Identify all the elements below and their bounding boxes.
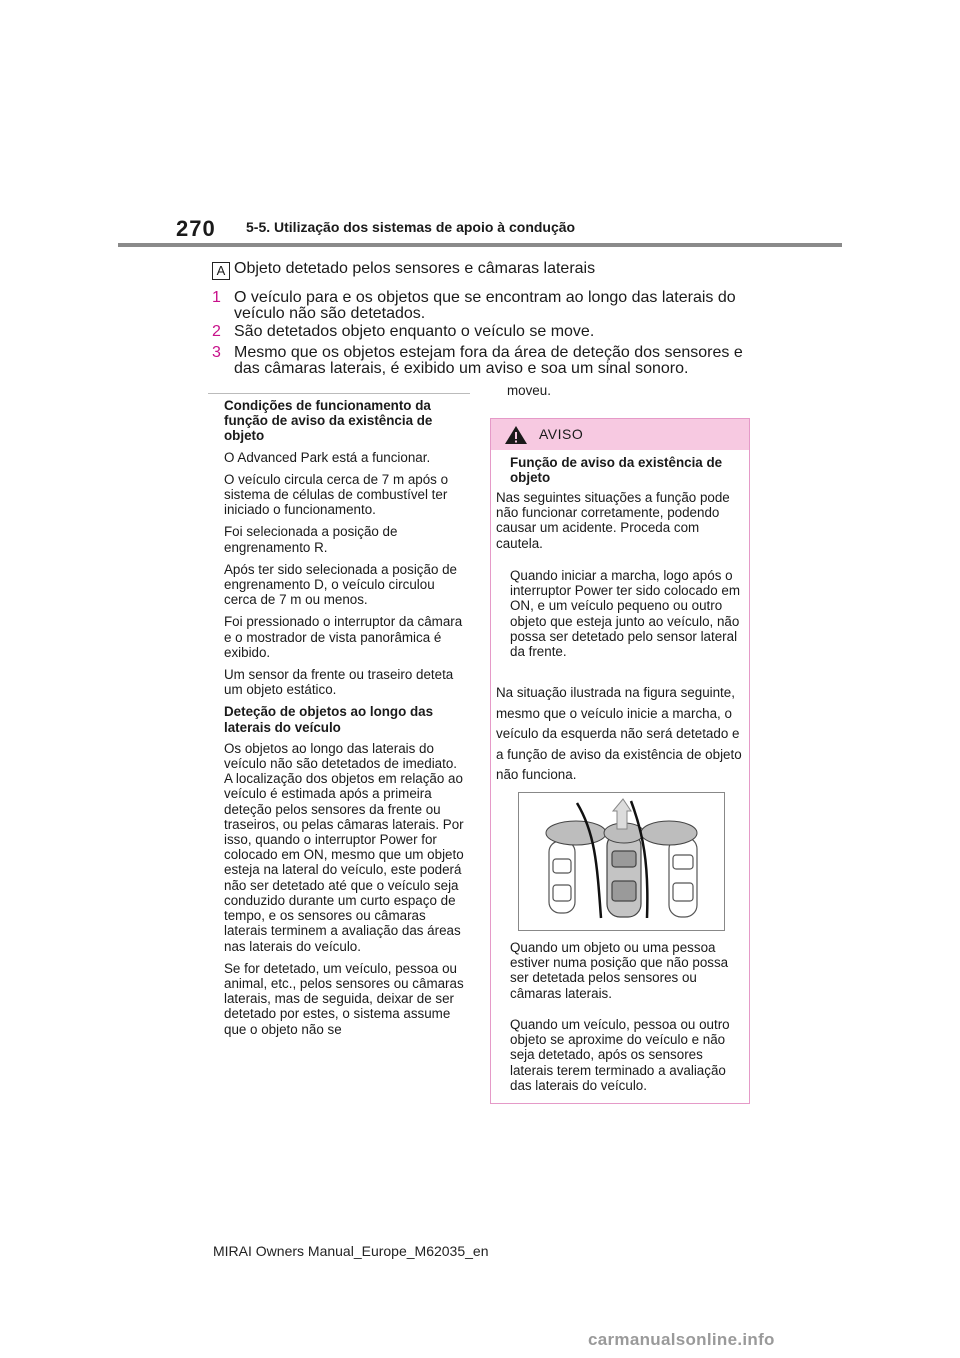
condition-item: Foi pressionado o interruptor da câmara e o mostrador de vista panorâmica é exibido. xyxy=(224,614,463,660)
page-number: 270 xyxy=(176,216,216,241)
warning-label: AVISO xyxy=(539,426,584,442)
warning-paragraph: Nas seguintes situações a função pode não funcionar corretamente, podendo causar um acidente. Proceda com cautela. xyxy=(496,490,730,551)
parking-diagram xyxy=(518,792,725,931)
sensor-area-right xyxy=(641,821,697,845)
column-divider xyxy=(208,393,470,394)
list-item-number: 2 xyxy=(212,323,221,340)
list-item xyxy=(212,324,752,340)
list-item-text: Mesmo que os objetos estejam fora da área de deteção dos sensores e das câmaras laterais, é exibido um aviso e soa um sinal sonoro. xyxy=(234,344,743,377)
detection-paragraph: Se for detetado, um veículo, pessoa ou animal, etc., pelos sensores ou câmaras laterais, mas de seguida, deixar de ser detetado por estes, o sistema assume que o objeto não se xyxy=(224,960,464,1037)
trajectory-line-left xyxy=(577,803,601,918)
warning-triangle-icon xyxy=(504,425,528,445)
warning-header xyxy=(491,419,749,450)
detection-paragraph: Os objetos ao longo das laterais do veículo não são detetados de imediato. A localização dos objetos em relação ao veículo é estimada após a primeira deteção pelos sensores da frente ou traseiros, ou pelas câmaras laterais. Por isso, quando o interruptor Power for colocado em ON, mesmo que um objeto esteja na lateral do veículo, este poderá não ser detetado até que o veículo seja conduzido durante um curto espaço de tempo, e os sensores ou câmaras laterais terminem a avaliação das áreas nas laterais do veículo. xyxy=(224,740,464,954)
center-car-icon xyxy=(607,833,641,917)
figure-label-a: A xyxy=(212,262,230,280)
list-item-number: 3 xyxy=(212,344,221,361)
figure-description: Na situação ilustrada na figura seguinte, mesmo que o veículo inicie a marcha, o veículo da esquerda não será detetado e a função de aviso da existência de objeto não funciona. xyxy=(496,685,742,782)
list-item-text: O veículo para e os objetos que se encontram ao longo das laterais do veículo não são detetados. xyxy=(234,289,736,322)
warning-bullet: Quando um veículo, pessoa ou outro objeto se aproxime do veículo e não seja detetado, após os sensores laterais terem terminado a avaliação das laterais do veículo. xyxy=(510,1017,730,1093)
intro-title: Objeto detetado pelos sensores e câmaras laterais xyxy=(234,260,596,277)
condition-item: Foi selecionada a posição de engrenamento R. xyxy=(224,524,398,555)
sensor-area-left xyxy=(546,821,606,845)
condition-item: Um sensor da frente ou traseiro deteta um objeto estático. xyxy=(224,667,454,698)
footer-text: MIRAI Owners Manual_Europe_M62035_en xyxy=(213,1243,489,1259)
list-item xyxy=(212,290,752,322)
condition-item: O veículo circula cerca de 7 m após o sistema de células de combustível ter iniciado o funcionamento. xyxy=(224,471,449,518)
list-item-number: 1 xyxy=(212,289,221,306)
header-divider xyxy=(118,243,842,247)
left-column xyxy=(224,398,464,1044)
right-car-icon xyxy=(669,837,697,917)
parking-illustration xyxy=(519,793,724,930)
warning-bullet: Quando iniciar a marcha, logo após o interruptor Power ter sido colocado em ON, e um veículo pequeno ou outro objeto que esteja junto ao veículo, não possa ser detetado pelo sensor lateral da frente. xyxy=(510,568,740,660)
left-car-icon xyxy=(549,841,575,913)
warning-box xyxy=(490,418,750,1104)
watermark: carmanualsonline.info xyxy=(588,1330,775,1349)
warning-bullet: Quando um objeto ou uma pessoa estiver numa posição que não possa ser detetada pelos sensores ou câmaras laterais. xyxy=(510,940,729,1001)
list-item xyxy=(212,345,752,377)
continuation-text: moveu. xyxy=(507,383,551,398)
condition-item: O Advanced Park está a funcionar. xyxy=(224,449,431,465)
warning-title: Função de aviso da existência de objeto xyxy=(510,455,723,486)
condition-item: Após ter sido selecionada a posição de engrenamento D, o veículo circulou cerca de 7 m ou menos. xyxy=(224,561,458,608)
conditions-heading: Condições de funcionamento da função de aviso da existência de objeto xyxy=(224,398,433,444)
section-title: 5-5. Utilização dos sistemas de apoio à condução xyxy=(246,219,576,235)
detection-heading: Deteção de objetos ao longo das laterais do veículo xyxy=(224,704,434,735)
list-item-text: São detetados objeto enquanto o veículo se move. xyxy=(234,323,595,340)
